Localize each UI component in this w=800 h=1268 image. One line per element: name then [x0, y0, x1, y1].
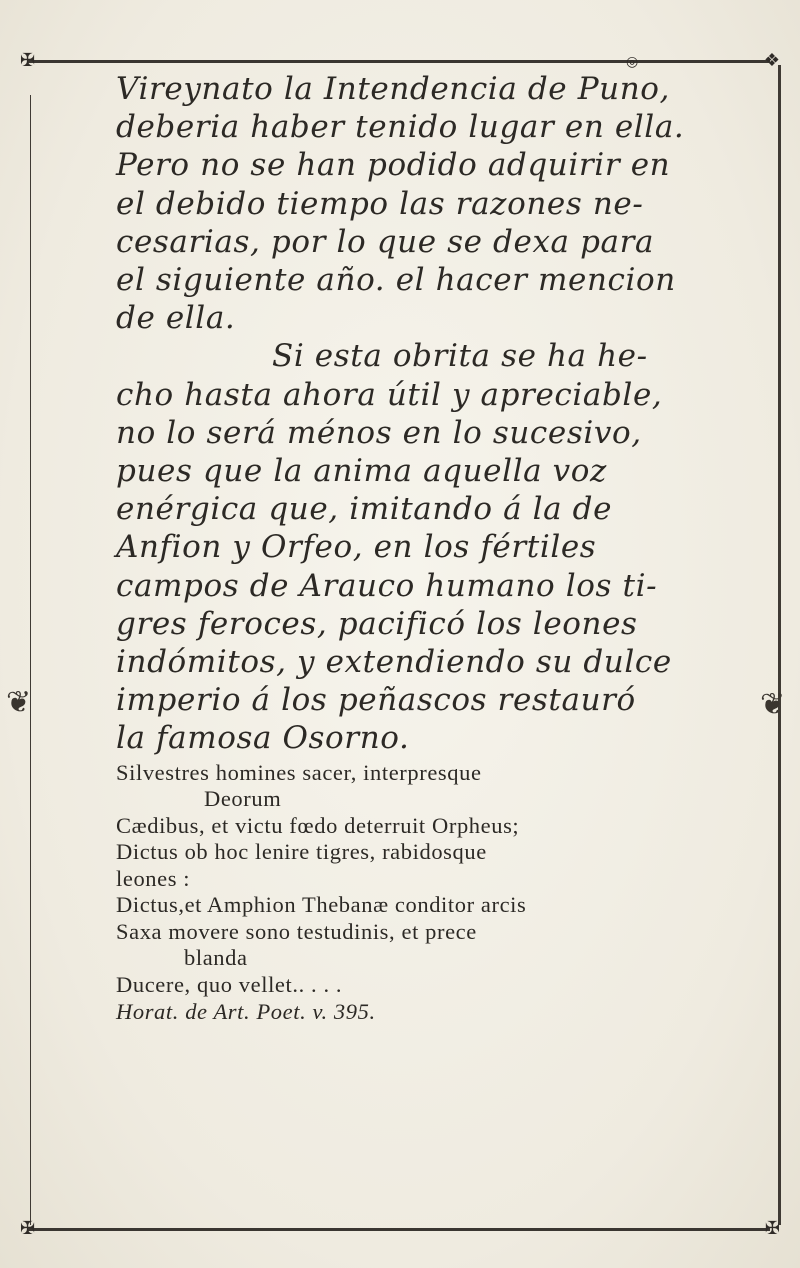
left-border-line — [30, 95, 31, 1225]
latin-line: Dictus,et Amphion Thebanæ conditor arcis — [116, 892, 527, 918]
verse-line: el siguiente año. el hacer mencion — [116, 262, 676, 299]
bottom-ornamental-rule — [20, 1218, 780, 1239]
verse-line: no lo será ménos en lo sucesivo, — [116, 414, 642, 451]
left-side-ornament-icon: ❦ — [6, 685, 32, 720]
verse-paragraph-1 — [116, 70, 766, 337]
rule-ornament-icon: ◎ — [626, 54, 639, 70]
verse-line-indented: Si esta obrita se ha he- — [272, 338, 648, 375]
citation: Horat. de Art. Poet. v. 395. — [116, 999, 376, 1025]
latin-line: Saxa movere sono testudinis, et prece — [116, 918, 477, 944]
latin-quotation — [116, 760, 766, 1027]
verse-line: imperio á los peñascos restauró — [116, 682, 636, 719]
verse-line: gres feroces, pacificó los leones — [116, 605, 638, 642]
latin-line-indented: blanda — [184, 945, 248, 971]
corner-fleuron-icon: ✠ — [20, 50, 36, 71]
top-ornamental-rule — [20, 50, 780, 71]
verse-paragraph-2 — [116, 337, 766, 757]
right-border-line — [778, 65, 781, 1225]
latin-line: Cædibus, et victu fœdo deterruit Orpheus; — [116, 812, 520, 838]
corner-fleuron-icon: ❖ — [763, 50, 780, 71]
verse-line: cesarias, por lo que se dexa para — [116, 223, 655, 260]
verse-line: pues que la anima aquella voz — [116, 453, 607, 490]
verse-line: Anfion y Orfeo, en los fértiles — [116, 529, 597, 566]
latin-line: Silvestres homines sacer, interpresque — [116, 759, 482, 785]
verse-line: el debido tiempo las razones ne- — [116, 185, 644, 222]
verse-line: campos de Arauco humano los ti- — [116, 567, 658, 604]
verse-line: Pero no se han podido adquirir en — [116, 147, 671, 184]
verse-line: deberia haber tenido lugar en ella. — [116, 109, 685, 146]
corner-fleuron-icon: ✠ — [20, 1218, 36, 1239]
latin-line: leones : — [116, 865, 191, 891]
verse-line: enérgica que, imitando á la de — [116, 491, 613, 528]
latin-line-indented: Deorum — [204, 786, 282, 812]
verse-line: Vireynato la Intendencia de Puno, — [116, 71, 671, 107]
latin-line: Dictus ob hoc lenire tigres, rabidosque — [116, 839, 487, 865]
verse-line: la famosa Osorno. — [116, 720, 410, 757]
corner-fleuron-icon: ✠ — [764, 1218, 780, 1239]
verse-line: indómitos, y extendiendo su dulce — [116, 644, 672, 681]
page-text — [116, 70, 766, 1026]
verse-line: de ella. — [116, 300, 236, 337]
verse-line: cho hasta ahora útil y apreciable, — [116, 376, 663, 413]
latin-line: Ducere, quo vellet.. . . . — [116, 971, 343, 997]
right-side-ornament-icon: ❦ — [760, 687, 786, 722]
